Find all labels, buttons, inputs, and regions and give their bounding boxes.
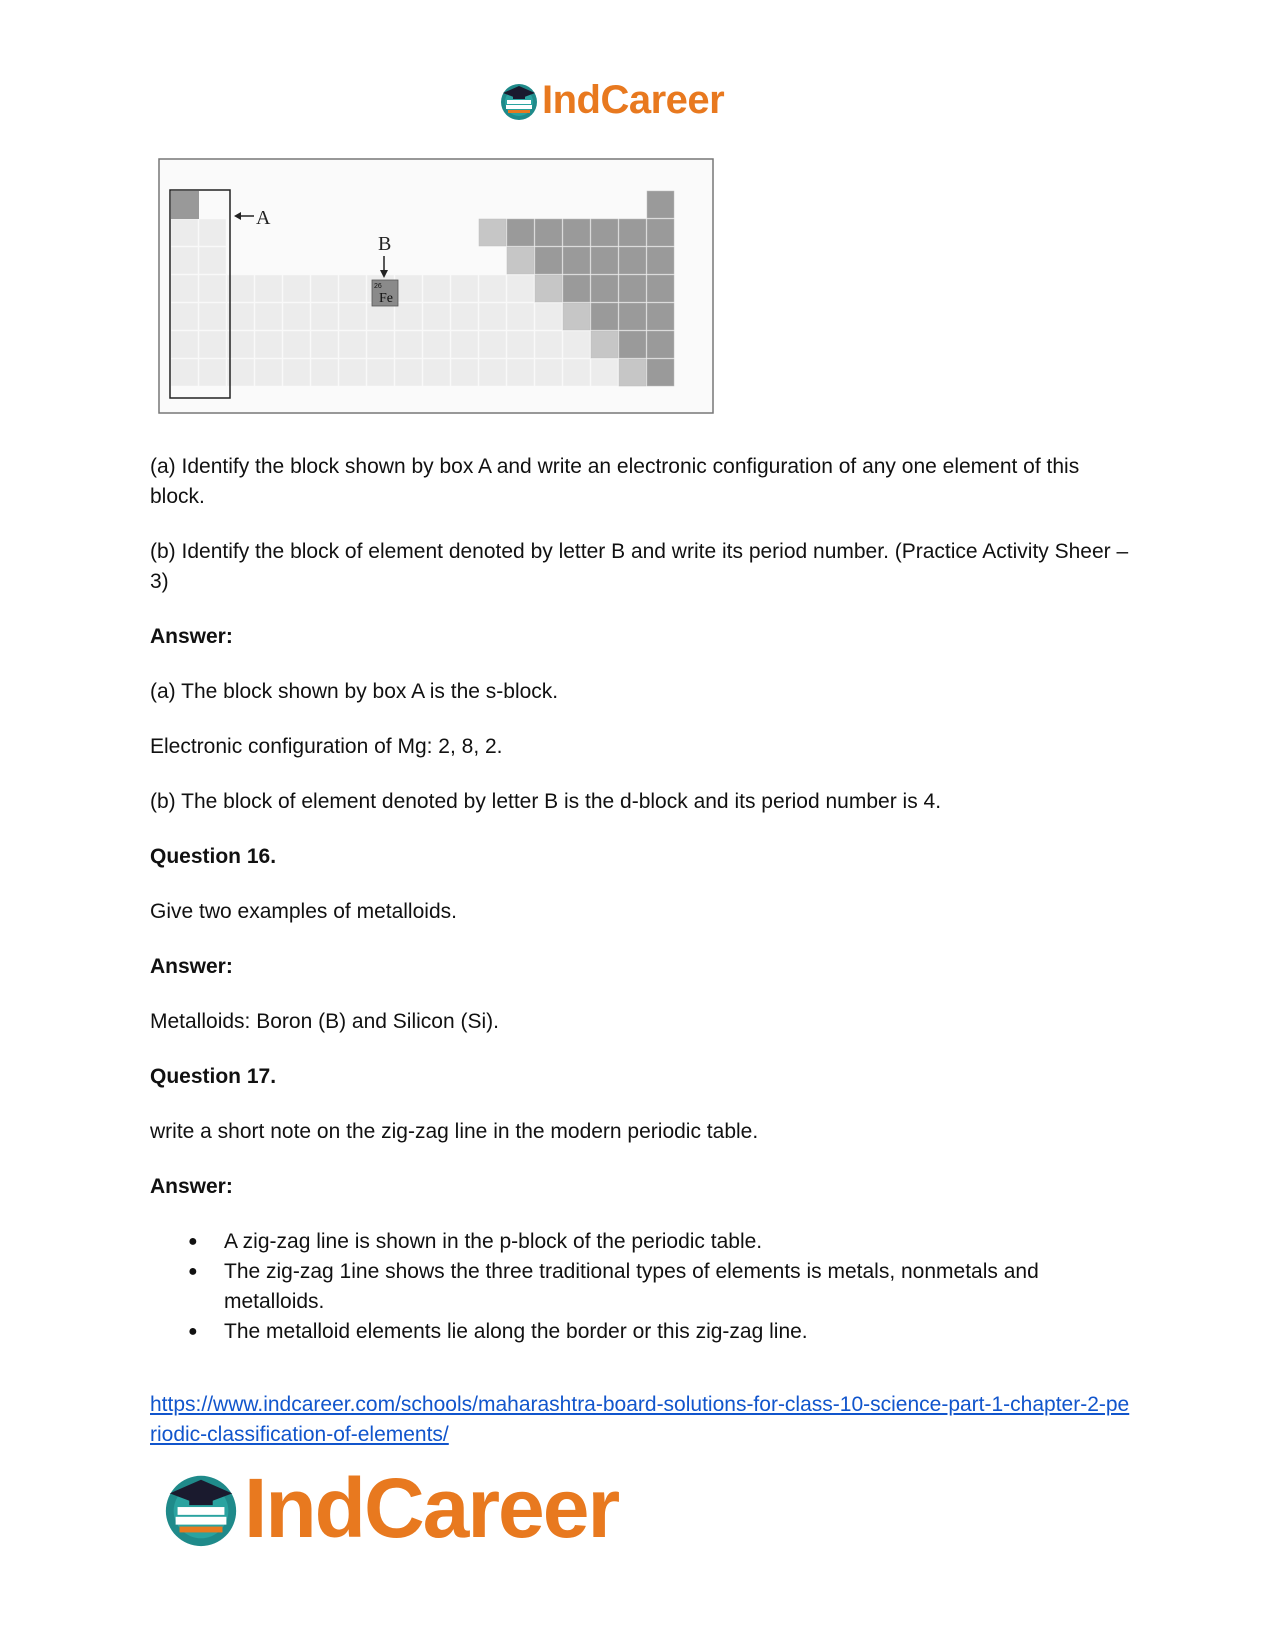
question-a: (a) Identify the block shown by box A and write an electronic configuration of any one element of this block. <box>150 455 1080 508</box>
graduation-cap-globe-icon <box>498 80 540 122</box>
question-b: (b) Identify the block of element denoted by letter B and write its period number. (Practice Activity Sheer – 3) <box>150 540 1129 593</box>
answer-16: Metalloids: Boron (B) and Silicon (Si). <box>150 1010 499 1033</box>
element-b-symbol: Fe <box>379 291 393 306</box>
label-a: A <box>256 207 271 229</box>
answer-17-list <box>150 1227 1130 1347</box>
periodic-table-figure <box>158 158 714 416</box>
label-b: B <box>378 233 392 255</box>
source-link[interactable]: https://www.indcareer.com/schools/maharashtra-board-solutions-for-class-10-science-part-1-chapter-2-periodic-classification-of-elements/ <box>150 1393 1130 1446</box>
answer-b: (b) The block of element denoted by letter B is the d-block and its period number is 4. <box>150 790 942 813</box>
answer-label: Answer: <box>150 1175 233 1198</box>
answer-a: (a) The block shown by box A is the s-block. <box>150 680 559 703</box>
logo-wordmark: IndCareer <box>244 1461 619 1555</box>
graduation-cap-globe-icon <box>160 1468 242 1550</box>
question-16-text: Give two examples of metalloids. <box>150 900 457 923</box>
list-item: ● The metalloid elements lie along the border or this zig-zag line. <box>224 1317 1130 1347</box>
list-item: ● The zig-zag 1ine shows the three traditional types of elements is metals, nonmetals and metalloids. <box>224 1257 1130 1317</box>
answer-label: Answer: <box>150 955 233 978</box>
element-b-number: 26 <box>374 283 382 290</box>
question-16-label: Question 16. <box>150 845 277 868</box>
answer-config: Electronic configuration of Mg: 2, 8, 2. <box>150 735 503 758</box>
answer-label: Answer: <box>150 625 233 648</box>
indcareer-logo-bottom <box>160 1460 618 1557</box>
logo-wordmark: IndCareer <box>542 78 725 122</box>
question-17-text: write a short note on the zig-zag line in the modern periodic table. <box>150 1120 759 1143</box>
document-body <box>150 452 1130 1347</box>
indcareer-logo-top <box>498 78 724 123</box>
question-17-label: Question 17. <box>150 1065 277 1088</box>
list-item: ● A zig-zag line is shown in the p-block of the periodic table. <box>224 1227 1130 1257</box>
